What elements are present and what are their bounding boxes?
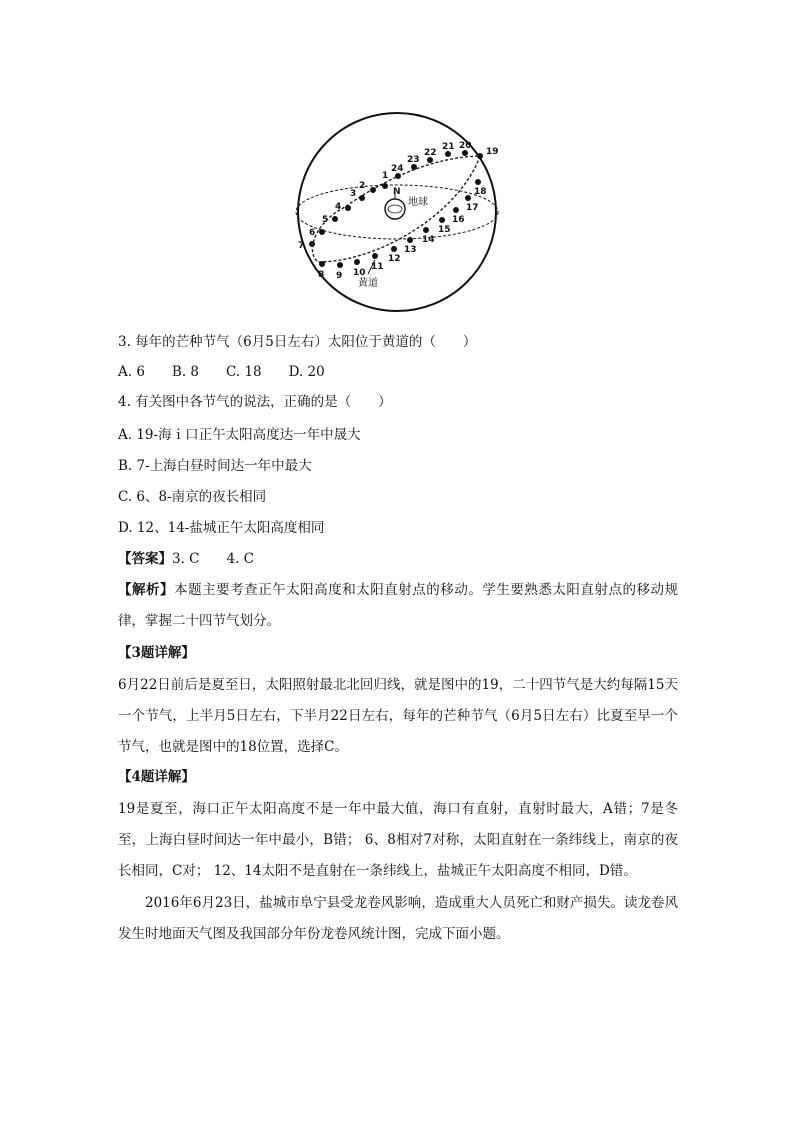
celestial-sphere-diagram xyxy=(290,112,506,312)
answer-text: 3. C 4. C xyxy=(172,551,255,567)
ecliptic-point xyxy=(337,262,343,268)
ecliptic-point-label: 8 xyxy=(318,270,325,280)
ecliptic-point-label: 11 xyxy=(371,262,384,272)
ecliptic-point xyxy=(370,187,376,193)
question-4-option-a: A. 19-海ｉ口正午太阳高度达一年中晟大 xyxy=(118,427,361,443)
ecliptic-point xyxy=(309,241,315,247)
question-4-option-c: C. 6、8-南京的夜长相同 xyxy=(118,489,267,505)
ecliptic-point xyxy=(453,207,459,213)
ecliptic-point-label: 19 xyxy=(486,147,499,157)
ecliptic-point-label: 5 xyxy=(322,215,329,225)
ecliptic-point-label: 14 xyxy=(422,235,435,245)
ecliptic-point-label: 3 xyxy=(350,189,357,199)
ecliptic-point-label: 2 xyxy=(359,181,366,191)
earth-label: 地球 xyxy=(408,197,428,208)
ecliptic-point xyxy=(319,229,325,235)
ecliptic-point xyxy=(345,205,351,211)
answer-line xyxy=(118,549,254,569)
ecliptic-point-label: 10 xyxy=(353,268,366,278)
ecliptic-point xyxy=(391,246,397,252)
ecliptic-point-label: 23 xyxy=(407,155,420,165)
ecliptic-point xyxy=(439,217,445,223)
ecliptic-point-label: 12 xyxy=(388,254,401,264)
question-3-stem: 3. 每年的芒种节气（6月5日左右）太阳位于黄道的（ ） xyxy=(118,334,477,350)
ecliptic-point-label: 7 xyxy=(298,241,305,251)
detail-4-text: 19是夏至，海口正午太阳高度不是一年中最大值，海口有直射，直射时最大，A错；7是冬至，上海白昼时间达一年中最小，B错； 6、8相对7对称，太阳直射在一条纬线上，南京的夜长相同，C对； 12、14太阳不是直射在一条纬线上，盐城正午太阳高度不相同，D错。 xyxy=(118,801,678,879)
ecliptic-point xyxy=(359,195,365,201)
svg-text:N: N xyxy=(393,187,401,197)
ecliptic-point-label: 21 xyxy=(442,142,455,152)
ecliptic-point xyxy=(319,261,325,267)
analysis-label: 【解析】 xyxy=(118,582,175,598)
ecliptic-point-label: 22 xyxy=(424,148,437,158)
ecliptic-point-label: 18 xyxy=(474,187,487,197)
intro-paragraph: 2016年6月23日，盐城市阜宁县受龙卷风影响，造成重大人员死亡和财产损失。读龙卷风发生时地面天气图及我国部分年份龙卷风统计图，完成下面小题。 xyxy=(118,895,678,942)
ecliptic-point-label: 15 xyxy=(438,225,451,235)
ecliptic-point xyxy=(465,195,471,201)
ecliptic-point-label: 24 xyxy=(391,164,404,174)
detail-4-heading: 【4题详解】 xyxy=(118,769,195,785)
question-4-option-b: B. 7-上海白昼时间达一年中最大 xyxy=(118,458,312,474)
detail-3-text: 6月22日前后是夏至日，太阳照射最北北回归线，就是图中的19，二十四节气是大约每隔15天一个节气，上半月5日左右，下半月22日左右，每年的芒种节气（6月5日左右）比夏至早一个节气，也就是图中的18位置，选择C。 xyxy=(118,677,678,755)
ecliptic-point xyxy=(423,227,429,233)
question-4-option-d: D. 12、14-盐城正午太阳高度相同 xyxy=(118,520,325,536)
analysis-text: 本题主要考查正午太阳高度和太阳直射点的移动。学生要熟悉太阳直射点的移动规律，掌握二十四节气划分。 xyxy=(118,582,679,629)
answer-label: 【答案】 xyxy=(118,551,172,567)
detail-3-heading: 【3题详解】 xyxy=(118,645,195,661)
question-3-options: A. 6 B. 8 C. 18 D. 20 xyxy=(118,364,325,380)
ecliptic-point-label: 9 xyxy=(336,271,343,281)
ecliptic-label: 黄道 xyxy=(358,278,378,289)
ecliptic-point xyxy=(354,259,360,265)
ecliptic-point-label: 16 xyxy=(452,215,465,225)
analysis-paragraph xyxy=(118,575,678,637)
ecliptic-point xyxy=(382,183,388,189)
ecliptic-point xyxy=(332,216,338,222)
ecliptic-point-label: 4 xyxy=(335,202,342,212)
question-4-stem: 4. 有关图中各节气的说法，正确的是（ ） xyxy=(118,394,392,410)
ecliptic-point-label: 13 xyxy=(404,245,417,255)
ecliptic-point xyxy=(477,153,483,159)
ecliptic-point-label: 17 xyxy=(466,203,479,213)
ecliptic-point xyxy=(407,237,413,243)
ecliptic-point-label: 20 xyxy=(459,141,472,151)
ecliptic-point-label: 6 xyxy=(309,228,316,238)
ecliptic-point-label: 1 xyxy=(382,171,389,181)
ecliptic-point xyxy=(372,253,378,259)
ecliptic-point xyxy=(475,179,481,185)
